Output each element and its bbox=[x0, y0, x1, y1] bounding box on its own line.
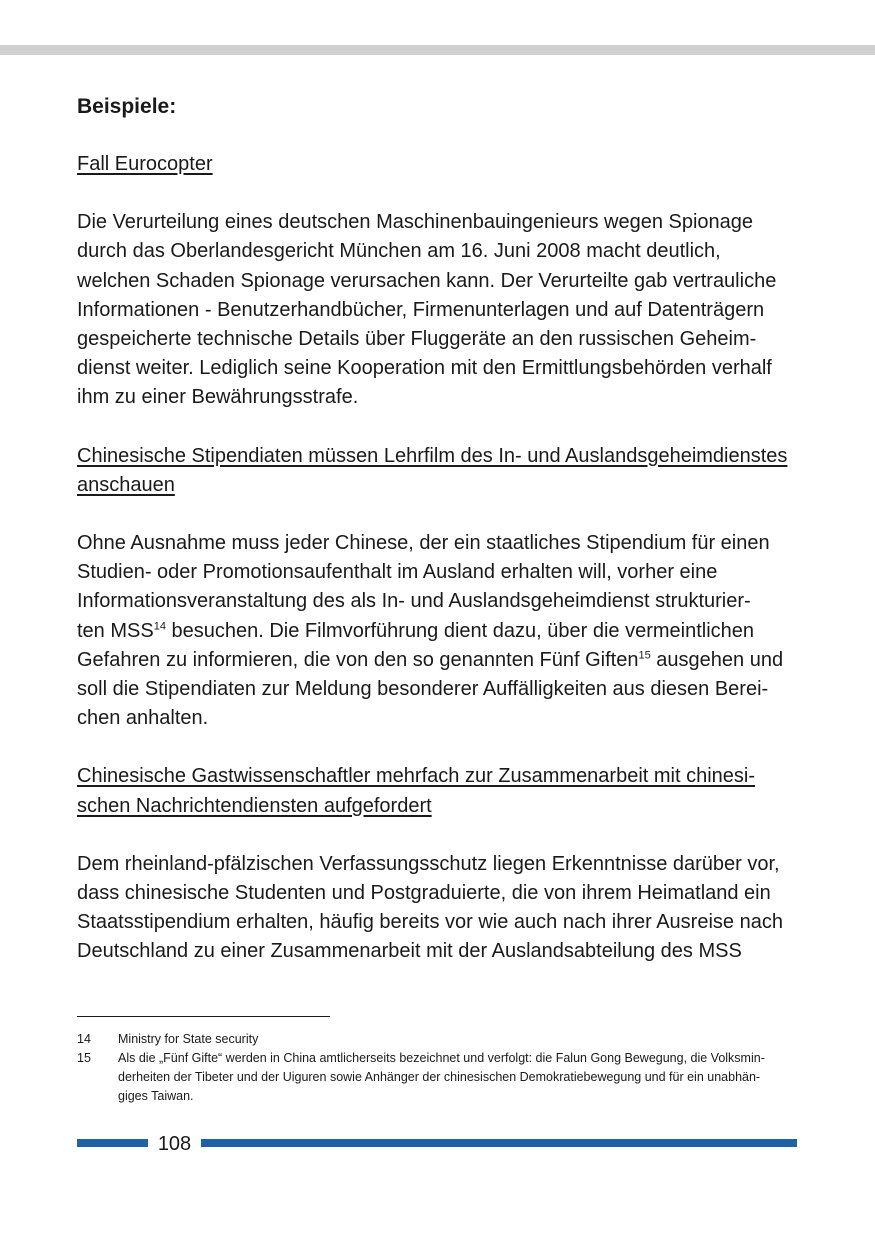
footnote-divider bbox=[77, 1016, 330, 1017]
section-title-gastwissenschaftler bbox=[77, 762, 799, 820]
footnote-14 bbox=[77, 1030, 799, 1049]
section-title-stipendiaten bbox=[77, 442, 799, 500]
paragraph-line: Dem rheinland-pfälzischen Verfassungsschutz liegen Erkenntnisse darüber vor, bbox=[77, 852, 780, 875]
paragraph-line: Ohne Ausnahme muss jeder Chinese, der ein staatliches Stipendium für einen bbox=[77, 532, 770, 555]
footnote-text bbox=[118, 1049, 799, 1106]
paragraph-line: soll die Stipendiaten zur Meldung besonderer Auffälligkeiten aus diesen Berei- bbox=[77, 678, 769, 701]
top-header-bar bbox=[0, 45, 875, 55]
paragraph-line bbox=[77, 646, 799, 675]
paragraph-line: Studien- oder Promotionsaufenthalt im Ausland erhalten will, vorher eine bbox=[77, 561, 718, 584]
paragraph-line: Staatsstipendium erhalten, häufig bereits vor wie auch nach ihrer Ausreise nach bbox=[77, 911, 783, 934]
section-title-line: Chinesische Gastwissenschaftler mehrfach zur Zusammenarbeit mit chinesi- bbox=[77, 765, 756, 788]
page-number: 108 bbox=[157, 1133, 192, 1155]
footnote-line: derheiten der Tibeter und der Uiguren sowie Anhänger der chinesischen Demokratiebewegung und für ein unabhän- bbox=[118, 1070, 761, 1084]
page-content bbox=[77, 92, 799, 967]
paragraph-line: dienst weiter. Lediglich seine Kooperation mit den Ermittlungsbehörden verhalf bbox=[77, 357, 772, 380]
paragraph-stipendiaten bbox=[77, 529, 799, 733]
footnote-number: 15 bbox=[77, 1051, 91, 1065]
paragraph-gastwissenschaftler bbox=[77, 850, 799, 967]
line-text: besuchen. Die Filmvorführung dient dazu, über die vermeintlichen bbox=[165, 619, 755, 642]
footnote-15 bbox=[77, 1049, 799, 1106]
paragraph-line bbox=[77, 617, 799, 646]
page-heading: Beispiele: bbox=[77, 95, 177, 118]
line-text: ausgehen und bbox=[650, 648, 784, 671]
paragraph-line: chen anhalten. bbox=[77, 707, 209, 730]
footnote-ref-15[interactable]: 15 bbox=[638, 649, 651, 662]
footnote-number: 14 bbox=[77, 1032, 91, 1046]
paragraph-line: durch das Oberlandesgericht München am 16. Juni 2008 macht deutlich, bbox=[77, 240, 721, 263]
paragraph-line: dass chinesische Studenten und Postgraduierte, die von ihrem Heimatland ein bbox=[77, 882, 771, 905]
line-text: Gefahren zu informieren, die von den so genannten Fünf Giften bbox=[77, 648, 639, 671]
footer-bar-right bbox=[201, 1139, 797, 1147]
paragraph-line: Informationen - Benutzerhandbücher, Firmenunterlagen und auf Datenträgern bbox=[77, 298, 765, 321]
paragraph-line: gespeicherte technische Details über Fluggeräte an den russischen Geheim- bbox=[77, 328, 757, 351]
paragraph-line: Deutschland zu einer Zusammenarbeit mit der Auslandsabteilung des MSS bbox=[77, 940, 742, 963]
footnotes bbox=[77, 1030, 799, 1106]
paragraph-line: ihm zu einer Bewährungsstrafe. bbox=[77, 386, 359, 409]
footnote-line: Ministry for State security bbox=[118, 1032, 259, 1046]
section-title-line: schen Nachrichtendiensten aufgefordert bbox=[77, 794, 432, 817]
line-text: ten MSS bbox=[77, 619, 154, 642]
paragraph-line: welchen Schaden Spionage verursachen kann. Der Verurteilte gab vertrauliche bbox=[77, 269, 777, 292]
footnote-text bbox=[118, 1030, 799, 1049]
section-title-eurocopter: Fall Eurocopter bbox=[77, 153, 213, 175]
footnote-line: giges Taiwan. bbox=[118, 1089, 194, 1103]
paragraph-eurocopter bbox=[77, 208, 799, 412]
paragraph-line: Informationsveranstaltung des als In- und Auslandsgeheimdienst strukturier- bbox=[77, 590, 751, 613]
footer-bar-left bbox=[77, 1139, 148, 1147]
section-title-line: anschauen bbox=[77, 473, 175, 496]
section-title-line: Chinesische Stipendiaten müssen Lehrfilm des In- und Auslandsgeheimdienstes bbox=[77, 444, 788, 467]
footnote-ref-14[interactable]: 14 bbox=[153, 619, 166, 632]
footnote-line: Als die „Fünf Gifte“ werden in China amtlicherseits bezeichnet und verfolgt: die Falun Gong Bewegung, die Volksmin- bbox=[118, 1051, 765, 1065]
paragraph-line: Die Verurteilung eines deutschen Maschinenbauingenieurs wegen Spionage bbox=[77, 211, 754, 234]
